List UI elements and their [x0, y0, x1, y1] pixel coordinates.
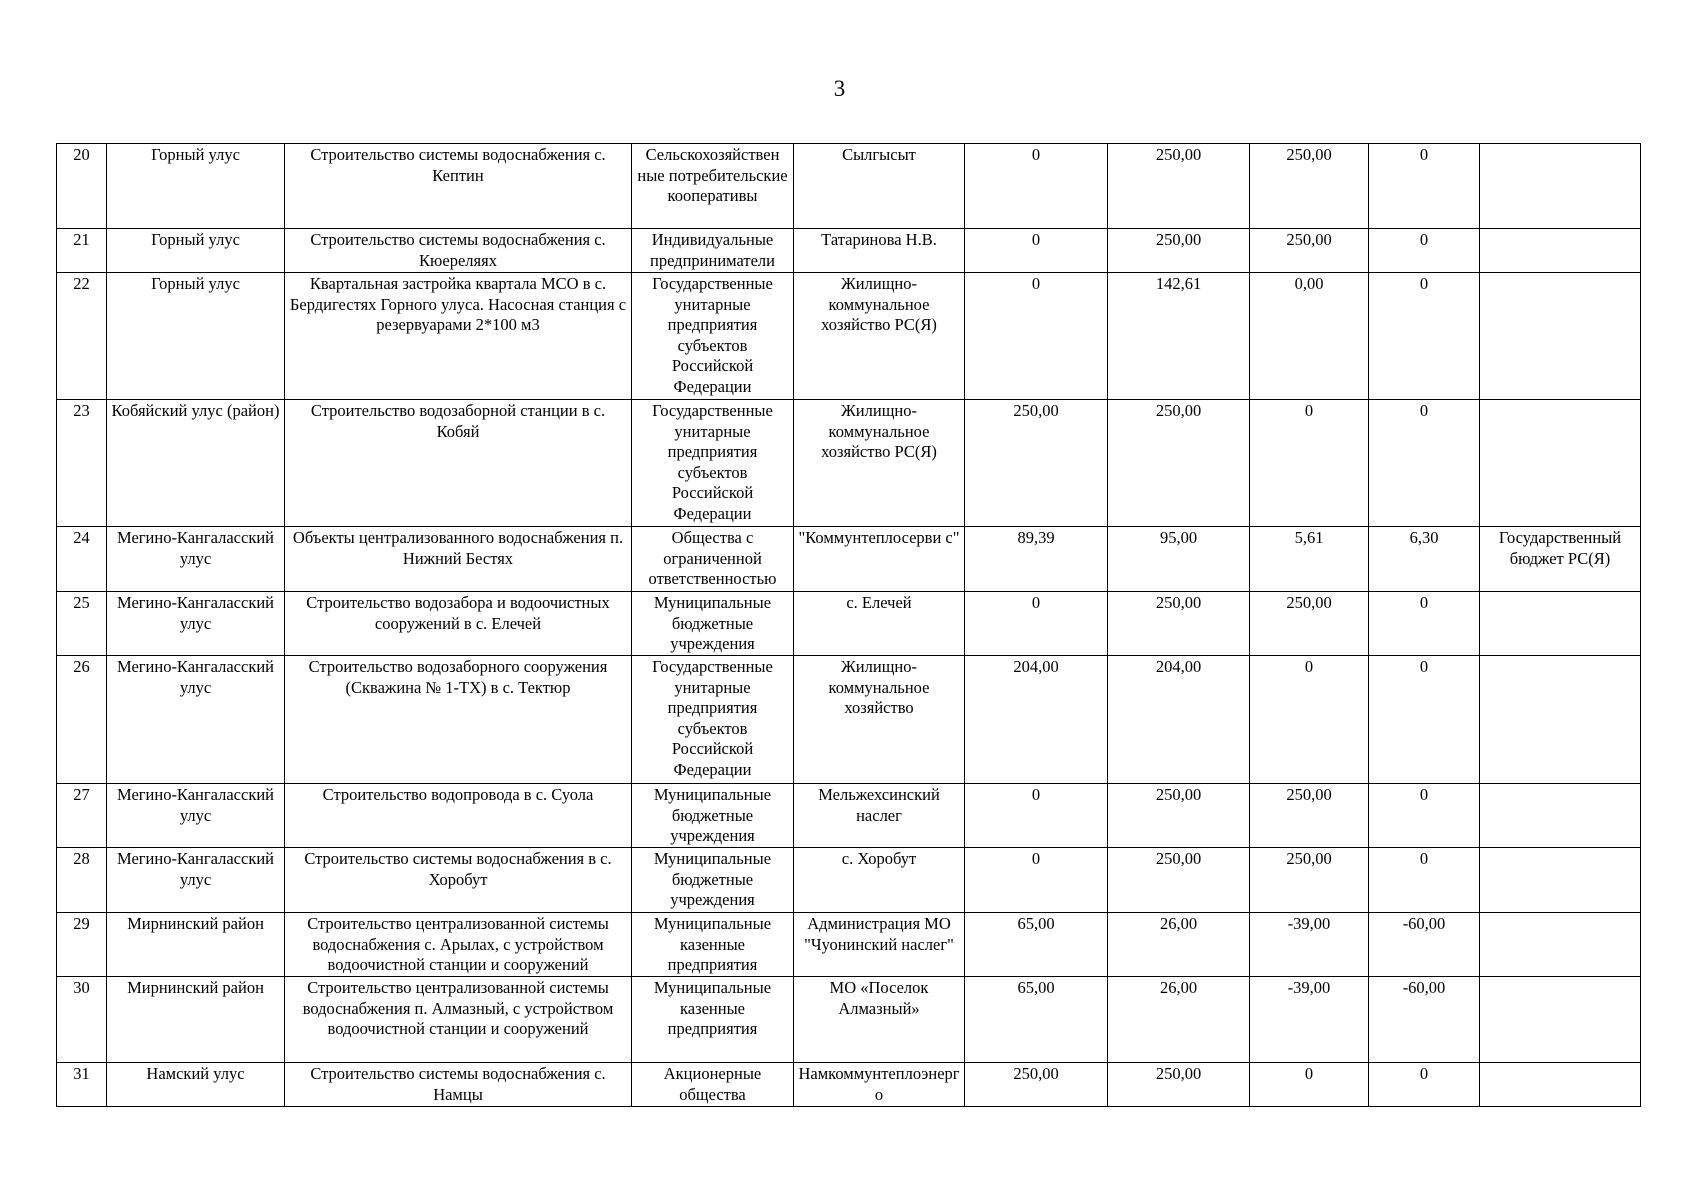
cell-district: Мегино-Кангаласский улус [107, 527, 285, 592]
cell-value-4: 0 [1369, 656, 1480, 784]
cell-value-2: 26,00 [1108, 977, 1250, 1063]
cell-number: 24 [57, 527, 107, 592]
cell-value-4: -60,00 [1369, 977, 1480, 1063]
cell-org-type: Государственные унитарные предприятия субъектов Российской Федерации [632, 273, 794, 400]
cell-org: Намкоммунтеплоэнерго [794, 1063, 965, 1107]
cell-number: 27 [57, 784, 107, 848]
table-row [57, 273, 1641, 400]
page-number: 3 [833, 76, 846, 101]
cell-value-4: 0 [1369, 784, 1480, 848]
cell-value-2: 250,00 [1108, 144, 1250, 229]
cell-org: МО «Поселок Алмазный» [794, 977, 965, 1063]
cell-object: Строительство централизованной системы водоснабжения п. Алмазный, с устройством водоочистной станции и сооружений [285, 977, 632, 1063]
cell-value-1: 204,00 [965, 656, 1108, 784]
table-row [57, 144, 1641, 229]
cell-value-1: 65,00 [965, 913, 1108, 977]
cell-object: Строительство централизованной системы водоснабжения с. Арылах, с устройством водоочистной станции и сооружений [285, 913, 632, 977]
cell-object: Строительство системы водоснабжения с. Намцы [285, 1063, 632, 1107]
cell-source [1480, 913, 1641, 977]
cell-value-1: 0 [965, 784, 1108, 848]
cell-value-4: 0 [1369, 1063, 1480, 1107]
cell-value-1: 250,00 [965, 1063, 1108, 1107]
cell-object: Строительство водозабора и водоочистных сооружений в с. Елечей [285, 592, 632, 656]
cell-value-2: 95,00 [1108, 527, 1250, 592]
cell-number: 29 [57, 913, 107, 977]
cell-value-2: 250,00 [1108, 592, 1250, 656]
cell-object: Строительство водозаборного сооружения (Скважина № 1-ТХ) в с. Тектюр [285, 656, 632, 784]
cell-org: Администрация МО "Чуонинский наслег" [794, 913, 965, 977]
cell-district: Мегино-Кангаласский улус [107, 848, 285, 913]
cell-value-2: 250,00 [1108, 1063, 1250, 1107]
cell-object: Строительство системы водоснабжения с. Кюереляях [285, 229, 632, 273]
cell-district: Горный улус [107, 273, 285, 400]
cell-value-3: 0 [1250, 656, 1369, 784]
table-row [57, 977, 1641, 1063]
cell-org-type: Муниципальные бюджетные учреждения [632, 592, 794, 656]
cell-district: Мегино-Кангаласский улус [107, 656, 285, 784]
cell-source [1480, 848, 1641, 913]
cell-value-2: 26,00 [1108, 913, 1250, 977]
cell-value-4: 6,30 [1369, 527, 1480, 592]
table-row [57, 848, 1641, 913]
cell-org-type: Муниципальные бюджетные учреждения [632, 848, 794, 913]
cell-value-1: 0 [965, 273, 1108, 400]
cell-org: Жилищно-коммунальное хозяйство РС(Я) [794, 400, 965, 527]
cell-value-1: 0 [965, 229, 1108, 273]
table-row [57, 400, 1641, 527]
cell-district: Намский улус [107, 1063, 285, 1107]
table-row [57, 784, 1641, 848]
cell-source [1480, 144, 1641, 229]
cell-value-1: 0 [965, 144, 1108, 229]
cell-object: Квартальная застройка квартала МСО в с. Бердигестях Горного улуса. Насосная станция с резервуарами 2*100 м3 [285, 273, 632, 400]
cell-value-3: 250,00 [1250, 229, 1369, 273]
cell-district: Кобяйский улус (район) [107, 400, 285, 527]
cell-org-type: Муниципальные казенные предприятия [632, 913, 794, 977]
cell-object: Строительство системы водоснабжения в с. Хоробут [285, 848, 632, 913]
cell-source [1480, 784, 1641, 848]
cell-org-type: Муниципальные казенные предприятия [632, 977, 794, 1063]
cell-value-3: 0 [1250, 400, 1369, 527]
cell-value-2: 250,00 [1108, 784, 1250, 848]
cell-value-4: 0 [1369, 144, 1480, 229]
cell-value-4: 0 [1369, 400, 1480, 527]
table-row [57, 1063, 1641, 1107]
cell-value-1: 0 [965, 592, 1108, 656]
cell-object: Строительство системы водоснабжения с. Кептин [285, 144, 632, 229]
table-row [57, 913, 1641, 977]
cell-value-3: 250,00 [1250, 848, 1369, 913]
cell-value-2: 204,00 [1108, 656, 1250, 784]
projects-table [56, 143, 1641, 1107]
cell-org-type: Государственные унитарные предприятия субъектов Российской Федерации [632, 400, 794, 527]
cell-object: Строительство водопровода в с. Суола [285, 784, 632, 848]
cell-org: Сылгысыт [794, 144, 965, 229]
cell-number: 23 [57, 400, 107, 527]
cell-org: Татаринова Н.В. [794, 229, 965, 273]
table-row [57, 592, 1641, 656]
cell-value-1: 89,39 [965, 527, 1108, 592]
cell-number: 26 [57, 656, 107, 784]
table-row [57, 229, 1641, 273]
cell-value-3: 250,00 [1250, 144, 1369, 229]
cell-value-3: 250,00 [1250, 784, 1369, 848]
cell-value-2: 142,61 [1108, 273, 1250, 400]
cell-value-4: -60,00 [1369, 913, 1480, 977]
cell-source [1480, 229, 1641, 273]
cell-value-3: -39,00 [1250, 913, 1369, 977]
cell-org-type: Общества с ограниченной ответственностью [632, 527, 794, 592]
cell-org: Жилищно-коммунальное хозяйство [794, 656, 965, 784]
cell-number: 25 [57, 592, 107, 656]
cell-object: Строительство водозаборной станции в с. Кобяй [285, 400, 632, 527]
cell-value-3: 5,61 [1250, 527, 1369, 592]
cell-source [1480, 1063, 1641, 1107]
cell-org: Мельжехсинский наслег [794, 784, 965, 848]
cell-value-1: 250,00 [965, 400, 1108, 527]
cell-district: Горный улус [107, 144, 285, 229]
cell-value-3: -39,00 [1250, 977, 1369, 1063]
cell-value-2: 250,00 [1108, 848, 1250, 913]
cell-source [1480, 592, 1641, 656]
cell-org-type: Сельскохозяйствен ные потребительские кооперативы [632, 144, 794, 229]
cell-org: с. Хоробут [794, 848, 965, 913]
table-row [57, 527, 1641, 592]
cell-number: 30 [57, 977, 107, 1063]
cell-value-4: 0 [1369, 848, 1480, 913]
cell-number: 21 [57, 229, 107, 273]
table-row [57, 656, 1641, 784]
cell-number: 22 [57, 273, 107, 400]
cell-org: "Коммунтеплосерви с" [794, 527, 965, 592]
cell-source [1480, 977, 1641, 1063]
cell-number: 31 [57, 1063, 107, 1107]
cell-value-3: 0 [1250, 1063, 1369, 1107]
cell-source: Государственный бюджет РС(Я) [1480, 527, 1641, 592]
cell-source [1480, 400, 1641, 527]
cell-org: Жилищно-коммунальное хозяйство РС(Я) [794, 273, 965, 400]
cell-district: Мирнинский район [107, 977, 285, 1063]
cell-org-type: Муниципальные бюджетные учреждения [632, 784, 794, 848]
cell-value-1: 0 [965, 848, 1108, 913]
cell-value-2: 250,00 [1108, 229, 1250, 273]
cell-source [1480, 656, 1641, 784]
cell-value-3: 250,00 [1250, 592, 1369, 656]
cell-source [1480, 273, 1641, 400]
cell-district: Мирнинский район [107, 913, 285, 977]
cell-number: 28 [57, 848, 107, 913]
cell-value-3: 0,00 [1250, 273, 1369, 400]
cell-org-type: Государственные унитарные предприятия субъектов Российской Федерации [632, 656, 794, 784]
cell-district: Горный улус [107, 229, 285, 273]
cell-org-type: Акционерные общества [632, 1063, 794, 1107]
cell-value-4: 0 [1369, 229, 1480, 273]
cell-org: с. Елечей [794, 592, 965, 656]
cell-number: 20 [57, 144, 107, 229]
cell-value-2: 250,00 [1108, 400, 1250, 527]
cell-value-1: 65,00 [965, 977, 1108, 1063]
cell-value-4: 0 [1369, 592, 1480, 656]
cell-district: Мегино-Кангаласский улус [107, 784, 285, 848]
cell-district: Мегино-Кангаласский улус [107, 592, 285, 656]
cell-value-4: 0 [1369, 273, 1480, 400]
cell-org-type: Индивидуальные предприниматели [632, 229, 794, 273]
cell-object: Объекты централизованного водоснабжения п. Нижний Бестях [285, 527, 632, 592]
